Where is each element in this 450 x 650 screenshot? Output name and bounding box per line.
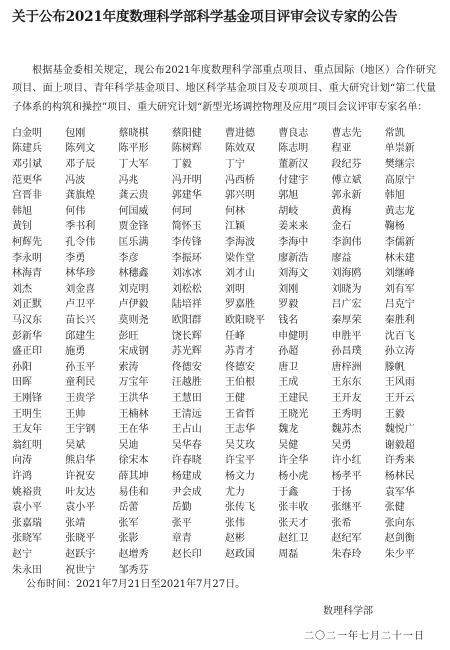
signature-department: 数理科学部 — [323, 606, 373, 617]
expert-name: 王明生 — [12, 408, 42, 420]
expert-name: 魏龙 — [278, 424, 299, 436]
expert-name: 王成 — [278, 377, 299, 389]
expert-name: 陈志明 — [278, 143, 309, 155]
expert-name: 简怀玉 — [171, 221, 202, 233]
expert-name: 高原宁 — [384, 174, 415, 186]
expert-name: 尤力 — [225, 486, 245, 498]
expert-name: 赵彬 — [225, 533, 245, 545]
expert-name: 孙玉平 — [65, 361, 96, 373]
expert-name: 王贵学 — [65, 392, 96, 404]
expert-name: 张伟 — [225, 517, 245, 529]
expert-name: 朱少平 — [384, 548, 415, 560]
expert-name: 匡乐满 — [118, 237, 149, 249]
expert-name: 王毅 — [384, 408, 405, 420]
expert-name: 宫晋非 — [12, 190, 42, 202]
expert-name: 张嘉瑞 — [12, 517, 42, 529]
expert-name: 王友年 — [12, 424, 42, 436]
expert-name: 范更华 — [12, 174, 42, 186]
expert-name: 刘克明 — [118, 283, 149, 295]
expert-name: 傅立斌 — [331, 174, 362, 186]
expert-name: 吕广宏 — [331, 299, 362, 311]
expert-name: 佟德安 — [171, 361, 202, 373]
expert-name: 秦胜利 — [384, 315, 415, 327]
expert-name: 姚裕贵 — [12, 486, 42, 498]
expert-name: 何伟 — [65, 205, 86, 217]
expert-name: 叶友达 — [65, 486, 96, 498]
expert-name: 袁军华 — [384, 486, 415, 498]
expert-name: 黄梅 — [331, 205, 352, 217]
document-title: 关于公布2021年度数理科学部科学基金项目评审会议专家的公告 — [12, 9, 398, 25]
expert-name: 赵纪军 — [331, 533, 362, 545]
expert-name: 曹进德 — [225, 127, 255, 139]
expert-name: 赵跃宇 — [65, 548, 96, 560]
expert-name: 张军 — [118, 517, 139, 529]
expert-name: 罗毅 — [278, 299, 299, 311]
expert-name: 童利民 — [65, 377, 96, 389]
expert-name: 张晓平 — [65, 533, 96, 545]
expert-name: 姜来来 — [278, 221, 309, 233]
expert-name: 魏悦广 — [384, 424, 415, 436]
expert-name: 孙立涛 — [384, 346, 415, 358]
expert-name: 郭永新 — [331, 190, 362, 202]
expert-name: 张丰收 — [278, 502, 309, 514]
expert-name: 林穗鑫 — [118, 268, 149, 280]
expert-name: 赵增秀 — [118, 548, 149, 560]
expert-name: 许鸿 — [12, 470, 32, 482]
expert-name: 刘正默 — [12, 299, 42, 311]
expert-name: 汪越胜 — [171, 377, 202, 389]
expert-name: 常凯 — [384, 127, 405, 139]
expert-name: 郭建华 — [171, 190, 202, 202]
expert-name: 任峰 — [225, 330, 245, 342]
expert-name: 许秀来 — [384, 455, 415, 467]
expert-name: 索涛 — [118, 361, 139, 373]
expert-name: 赵红卫 — [278, 533, 309, 545]
expert-name-grid — [12, 126, 438, 578]
expert-name: 曹志先 — [331, 127, 362, 139]
expert-name: 陈效双 — [225, 143, 255, 155]
expert-name: 徐宋本 — [118, 455, 149, 467]
expert-name: 吴斌 — [65, 439, 86, 451]
expert-name: 张继平 — [331, 502, 362, 514]
expert-name: 罗嘉胜 — [225, 299, 255, 311]
expert-name: 吴迪 — [118, 439, 139, 451]
expert-name: 陈列文 — [65, 143, 96, 155]
expert-name: 彭新华 — [12, 330, 42, 342]
expert-name: 林华珍 — [65, 268, 96, 280]
expert-name: 刘海鸥 — [331, 268, 362, 280]
expert-name: 梁作堂 — [225, 252, 255, 264]
expert-name: 包刚 — [65, 127, 86, 139]
expert-name: 李勇 — [65, 252, 86, 264]
expert-name: 张向东 — [384, 517, 415, 529]
expert-name: 刘晓为 — [331, 283, 362, 295]
expert-name: 佟德安 — [225, 361, 255, 373]
expert-name: 盛正印 — [12, 346, 42, 358]
expert-name: 苏光辉 — [171, 346, 202, 358]
expert-name: 朱春玲 — [331, 548, 362, 560]
expert-name: 易佳和 — [118, 486, 149, 498]
expert-name: 孙昌璞 — [331, 346, 362, 358]
expert-name: 王伯根 — [225, 377, 255, 389]
expert-name: 杨林民 — [384, 470, 415, 482]
expert-name: 陈建兵 — [12, 143, 42, 155]
expert-name: 王清远 — [171, 408, 202, 420]
expert-name: 袁小平 — [12, 502, 42, 514]
expert-name: 王帅 — [65, 408, 86, 420]
expert-name: 章青 — [171, 533, 192, 545]
expert-name: 邓子辰 — [65, 159, 96, 171]
expert-name: 王洪华 — [118, 392, 149, 404]
expert-name: 周磊 — [278, 548, 299, 560]
expert-name: 王宇钢 — [65, 424, 96, 436]
expert-name: 祝世宁 — [65, 564, 96, 576]
expert-name: 王占山 — [171, 424, 202, 436]
expert-name: 林未建 — [384, 252, 415, 264]
expert-name: 许全华 — [278, 455, 309, 467]
signature-date: 二〇二一年七月二十一日 — [304, 631, 425, 642]
expert-name: 王志华 — [225, 424, 255, 436]
expert-name: 向涛 — [12, 455, 32, 467]
expert-name: 陈平形 — [118, 143, 149, 155]
expert-name: 王在华 — [118, 424, 149, 436]
expert-name: 施勇 — [65, 346, 86, 358]
expert-name: 冯开明 — [171, 174, 202, 186]
expert-name: 吴华春 — [171, 439, 202, 451]
expert-name: 丁宁 — [225, 159, 245, 171]
expert-name: 黄志龙 — [384, 205, 415, 217]
expert-name: 张平 — [171, 517, 192, 529]
expert-name: 黄钊 — [12, 221, 32, 233]
expert-name: 刘海文 — [278, 268, 309, 280]
expert-name: 王建民 — [278, 392, 309, 404]
expert-name: 李彦 — [118, 252, 139, 264]
expert-name: 于扬 — [331, 486, 352, 498]
expert-name: 张健 — [384, 502, 405, 514]
expert-name: 何林 — [225, 205, 245, 217]
expert-name: 岳蕾 — [118, 502, 139, 514]
expert-name: 贾金锋 — [118, 221, 149, 233]
expert-name: 蔡晓棋 — [118, 127, 149, 139]
expert-name: 王东东 — [331, 377, 362, 389]
expert-name: 薛其坤 — [118, 470, 149, 482]
expert-name: 吴健 — [278, 439, 299, 451]
expert-name: 陈树辉 — [171, 143, 202, 155]
expert-name: 卢伊毅 — [118, 299, 149, 311]
expert-name: 刘金喜 — [65, 283, 96, 295]
expert-name: 冯兆 — [118, 174, 139, 186]
expert-name: 许宝平 — [225, 455, 255, 467]
expert-name: 邹秀芬 — [118, 564, 149, 576]
expert-name: 程亚 — [331, 143, 352, 155]
expert-name: 王开友 — [331, 392, 362, 404]
expert-name: 袁小平 — [65, 502, 96, 514]
expert-name: 杨文力 — [225, 470, 255, 482]
expert-name: 赵长印 — [171, 548, 202, 560]
expert-name: 秦厚荣 — [331, 315, 362, 327]
expert-name: 王开云 — [384, 392, 415, 404]
expert-name: 李振环 — [171, 252, 202, 264]
expert-name: 刘松松 — [171, 283, 202, 295]
expert-name: 李永明 — [12, 252, 42, 264]
expert-name: 廖新浩 — [278, 252, 309, 264]
expert-name: 熊启华 — [65, 455, 96, 467]
expert-name: 彭旺 — [118, 330, 139, 342]
expert-name: 王晓光 — [278, 408, 309, 420]
expert-name: 王省哲 — [225, 408, 255, 420]
expert-name: 董新汉 — [278, 159, 309, 171]
expert-name: 卢卫平 — [65, 299, 96, 311]
expert-name: 张晓军 — [12, 533, 42, 545]
expert-name: 刘刚 — [278, 283, 299, 295]
expert-name: 万宝年 — [118, 377, 149, 389]
expert-name: 许祝安 — [65, 470, 96, 482]
expert-name: 王健 — [225, 392, 245, 404]
expert-name: 唐卫 — [278, 361, 299, 373]
expert-name: 欧阳晓平 — [225, 315, 265, 327]
expert-name: 宋成钢 — [118, 346, 149, 358]
expert-name: 莫则尧 — [118, 315, 149, 327]
expert-name: 刘才山 — [225, 268, 255, 280]
expert-name: 杨孝平 — [331, 470, 362, 482]
expert-name: 廖益 — [331, 252, 352, 264]
expert-name: 钱名 — [278, 315, 299, 327]
expert-name: 张天才 — [278, 517, 309, 529]
expert-name: 尹会成 — [171, 486, 202, 498]
expert-name: 龚旗煌 — [65, 190, 96, 202]
intro-paragraph: 根据基金委相关规定，现公布2021年度数理科学部重点项目、重点国际（地区）合作研究项目、面上项目、青年科学基金项目、地区科学基金项目及专项项目、重大研究计划“第二代量子体系的构筑和操控”项目、重大研究计划“新型光场调控物理及应用”项目会议评审专家名单： — [12, 65, 436, 113]
expert-name: 王楠林 — [118, 408, 149, 420]
expert-name: 刘杰 — [12, 283, 32, 295]
expert-name: 吕克宁 — [384, 299, 415, 311]
expert-name: 冯波 — [65, 174, 86, 186]
expert-name: 苏青才 — [225, 346, 255, 358]
expert-name: 唐梓洲 — [331, 361, 362, 373]
expert-name: 王刚锋 — [12, 392, 42, 404]
expert-name: 许小红 — [331, 455, 362, 467]
expert-name: 田晖 — [12, 377, 32, 389]
expert-name: 刘继峰 — [384, 268, 415, 280]
expert-name: 饶长辉 — [171, 330, 202, 342]
expert-name: 杨建成 — [171, 470, 202, 482]
expert-name: 王秀明 — [331, 408, 362, 420]
expert-name: 李润伟 — [331, 237, 362, 249]
expert-name: 吴艾玫 — [225, 439, 255, 451]
expert-name: 赵宁 — [12, 548, 32, 560]
expert-name: 刘冰冰 — [171, 268, 202, 280]
expert-name: 冯西桥 — [225, 174, 255, 186]
expert-name: 谢毅超 — [384, 439, 415, 451]
expert-name: 孙超 — [278, 346, 299, 358]
expert-name: 郭兴明 — [225, 190, 255, 202]
expert-name: 何珂 — [171, 205, 192, 217]
expert-name: 张靖 — [65, 517, 86, 529]
expert-name: 白金明 — [12, 127, 42, 139]
expert-name: 刘有军 — [384, 283, 415, 295]
expert-name: 翁红明 — [12, 439, 42, 451]
expert-name: 金石 — [331, 221, 352, 233]
expert-name: 许春晓 — [171, 455, 202, 467]
expert-name: 韩旭 — [12, 205, 32, 217]
expert-name: 欧阳群 — [171, 315, 202, 327]
expert-name: 段纪芬 — [331, 159, 362, 171]
expert-name: 林海青 — [12, 268, 42, 280]
expert-name: 吴勇 — [331, 439, 352, 451]
expert-name: 魏苏杰 — [331, 424, 362, 436]
expert-name: 孙阳 — [12, 361, 32, 373]
expert-name: 赵政国 — [225, 548, 255, 560]
expert-name: 张影 — [118, 533, 139, 545]
expert-name: 江颖 — [225, 221, 245, 233]
expert-name: 丁毅 — [171, 159, 192, 171]
expert-name: 郭旭 — [278, 190, 299, 202]
expert-name: 滕帆 — [384, 361, 405, 373]
expert-name: 申健明 — [278, 330, 309, 342]
expert-name: 邓引斌 — [12, 159, 42, 171]
expert-name: 季书利 — [65, 221, 96, 233]
expert-name: 于鑫 — [278, 486, 299, 498]
expert-name: 何国威 — [118, 205, 149, 217]
expert-name: 单崇新 — [384, 143, 415, 155]
expert-name: 韩旭 — [384, 190, 405, 202]
expert-name: 付建宇 — [278, 174, 309, 186]
expert-name: 李儒新 — [384, 237, 415, 249]
expert-name: 张传飞 — [225, 502, 255, 514]
expert-name: 鞠杨 — [384, 221, 405, 233]
expert-name: 柯辉先 — [12, 237, 42, 249]
publication-period: 公布时间：2021年7月21日至2021年7月27日。 — [26, 579, 246, 590]
expert-name: 张希 — [331, 517, 352, 529]
expert-name: 刘明 — [225, 283, 245, 295]
expert-name: 邱建生 — [65, 330, 96, 342]
expert-name: 苗长兴 — [65, 315, 96, 327]
expert-name: 李海波 — [225, 237, 255, 249]
expert-name: 朱永田 — [12, 564, 42, 576]
expert-name: 蔡阳健 — [171, 127, 202, 139]
expert-name: 龚云贵 — [118, 190, 149, 202]
expert-name: 丁大军 — [118, 159, 149, 171]
expert-name: 孔令伟 — [65, 237, 96, 249]
expert-name: 胡岐 — [278, 205, 299, 217]
expert-name: 岳勤 — [171, 502, 192, 514]
expert-name: 陆培祥 — [171, 299, 202, 311]
expert-name: 樊继宗 — [384, 159, 415, 171]
expert-name: 赵剑衡 — [384, 533, 415, 545]
expert-name: 杨小虎 — [278, 470, 309, 482]
expert-name: 李海中 — [278, 237, 309, 249]
expert-name: 马汉东 — [12, 315, 42, 327]
expert-name: 李传锋 — [171, 237, 202, 249]
expert-name: 沈百飞 — [384, 330, 415, 342]
expert-name: 王慧田 — [171, 392, 202, 404]
expert-name: 王风雨 — [384, 377, 415, 389]
expert-name: 曹良志 — [278, 127, 309, 139]
expert-name: 申胜平 — [331, 330, 362, 342]
